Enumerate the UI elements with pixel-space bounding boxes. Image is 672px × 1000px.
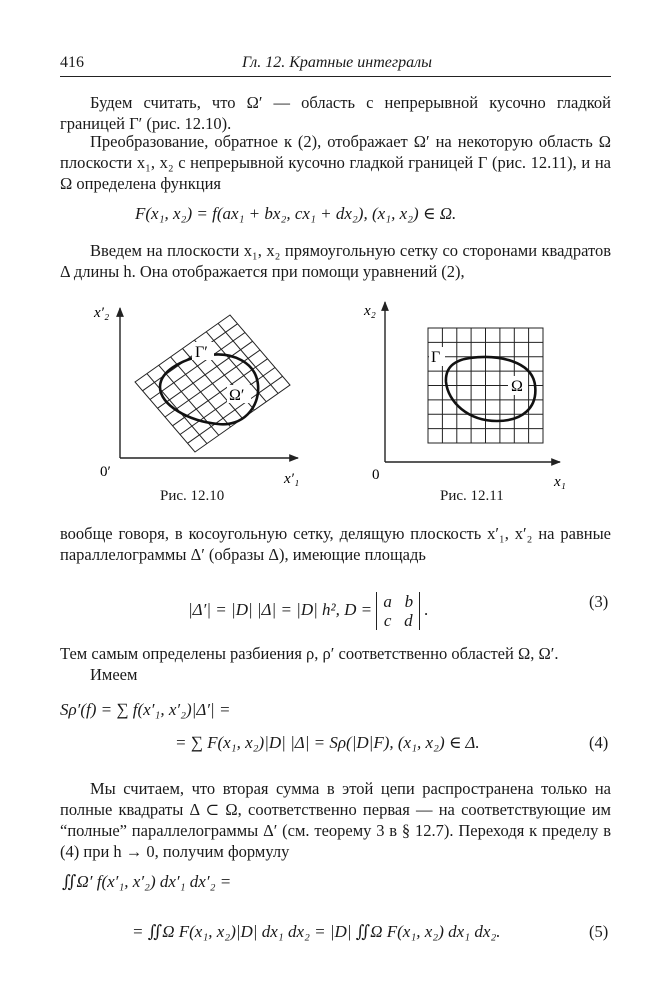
paragraph-6: Имеем — [90, 665, 138, 684]
figure-caption-12-11: Рис. 12.11 — [440, 488, 504, 504]
equation-4-number: (4) — [589, 733, 609, 752]
equation-5-line-2: = ∬Ω F(x₁, x₂)|D| dx₁ dx₂ = |D| ∬Ω F(x₁, x₂) dx₁ dx₂. — [132, 922, 501, 941]
left-boundary-label: Γ′ — [195, 344, 208, 361]
left-region-label: Ω′ — [229, 387, 245, 404]
paragraph-3: Введем на плоскости x₁, x₂ прямоугольную сетку со сторонами квадратов Δ длины h. Она отображается при помощи уравнений (2), — [60, 241, 611, 281]
equation-4-line-1: Sρ′(f) = ∑ f(x′₁, x′₂)|Δ′| = — [60, 700, 231, 719]
left-origin-label: 0′ — [100, 464, 111, 480]
figure-12-11 — [363, 302, 566, 490]
equation-3-end: . — [424, 599, 429, 619]
equation-3-number: (3) — [589, 592, 609, 611]
figure-12-10 — [93, 305, 299, 487]
paragraph-5: Тем самым определены разбиения ρ, ρ′ соответственно областей Ω, Ω′. — [60, 644, 559, 663]
left-skew-grid — [135, 315, 290, 452]
equation-5-line-1: ∬Ω′ f(x′₁, x′₂) dx′₁ dx′₂ = — [62, 872, 232, 891]
equation-F-definition: F(x₁, x₂) = f(ax₁ + bx₂, cx₁ + dx₂), (x₁, x₂) ∈ Ω. — [135, 204, 457, 223]
left-x-label: x′₁ — [284, 471, 300, 487]
chapter-title: Гл. 12. Кратные интегралы — [242, 54, 432, 71]
determinant-row-1: a b — [383, 592, 414, 611]
equation-3 — [188, 592, 429, 630]
figures — [60, 290, 620, 510]
equation-4-line-2: = ∑ F(x₁, x₂)|D| |Δ| = Sρ(|D|F), (x₁, x₂) ∈ Δ. — [175, 733, 480, 752]
header-rule — [60, 76, 611, 77]
left-y-label: x′₂ — [94, 305, 110, 321]
right-boundary-label: Γ — [431, 349, 441, 366]
equation-3-left: |Δ′| = |D| |Δ| = |D| h², D = — [188, 599, 373, 619]
paragraph-4: вообще говоря, в косоугольную сетку, делящую плоскость x′₁, x′₂ на равные параллелограммы Δ′ (образы Δ), имеющие площадь — [60, 524, 611, 564]
right-origin-label: 0 — [372, 467, 380, 483]
right-region-label: Ω — [511, 378, 523, 395]
determinant-matrix — [376, 592, 420, 630]
page-number: 416 — [60, 54, 84, 71]
determinant-row-2: c d — [383, 611, 413, 630]
equation-5-number: (5) — [589, 922, 609, 941]
right-y-label: x₂ — [364, 303, 376, 319]
right-x-label: x₁ — [554, 474, 566, 490]
figure-caption-12-10: Рис. 12.10 — [160, 488, 225, 504]
paragraph-7: Мы считаем, что вторая сумма в этой цепи распространена только на полные квадраты Δ ⊂ Ω, соответственно первая — на соответствующие им “полные” параллелограммы Δ′ (см. теорему 3 в § 12.7). Переходя к пределу в (4) при h → 0, получим формулу — [60, 779, 611, 861]
paragraph-2: Преобразование, обратное к (2), отображает Ω′ на некоторую область Ω плоскости x₁, x₂ с непрерывной кусочно гладкой границей Γ (рис. 12.11), и на Ω определена функция — [60, 132, 611, 193]
paragraph-1: Будем считать, что Ω′ — область с непрерывной кусочно гладкой границей Γ′ (рис. 12.10). — [60, 93, 611, 133]
